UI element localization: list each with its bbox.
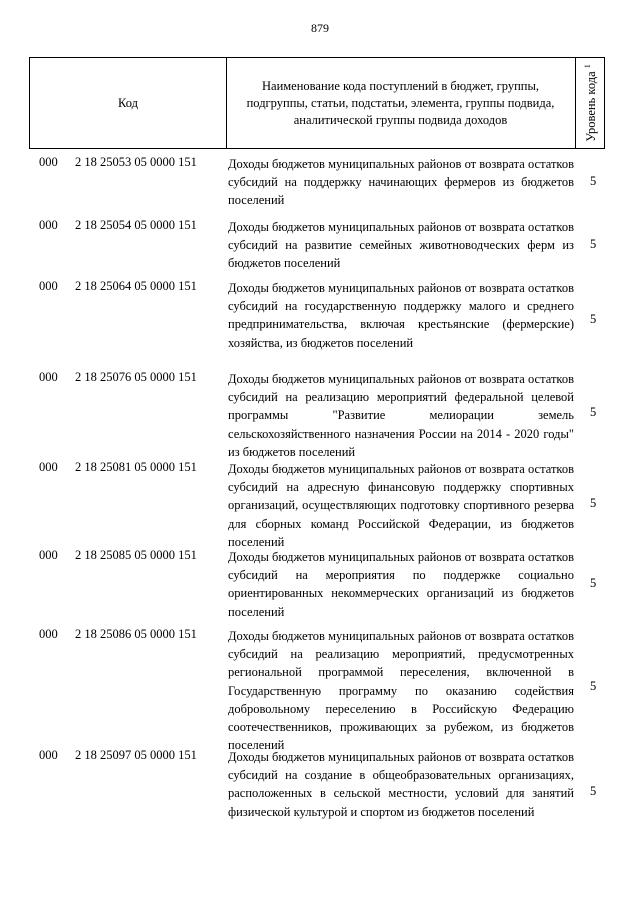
row-name: Доходы бюджетов муниципальных районов от возврата остатков субсидий на реализацию мероприятий, предусмотренных региональной программой переселения, включенной в Государственную программу по оказанию содействия добровольному переселению в Российскую Федерацию соотечественников, проживающих за рубежом, из бюджетов поселений — [228, 629, 574, 753]
row-level: 5 — [590, 496, 597, 510]
row-name: Доходы бюджетов муниципальных районов от возврата остатков субсидий на поддержку начинающих фермеров из бюджетов поселений — [228, 157, 574, 208]
header-level-footnote: 1 — [582, 64, 592, 69]
row-admin-code: 000 — [39, 627, 58, 641]
header-level-label — [582, 64, 598, 142]
row-admin-code: 000 — [39, 279, 58, 293]
row-name: Доходы бюджетов муниципальных районов от возврата остатков субсидий на реализацию мероприятий федеральной целевой программы "Развитие мелиорации земель сельскохозяйственного назначения России на 2014 - 2020 годы" из бюджетов поселений — [228, 372, 574, 459]
row-level: 5 — [590, 784, 597, 798]
row-code: 2 18 25076 05 0000 151 — [75, 370, 197, 384]
row-name: Доходы бюджетов муниципальных районов от возврата остатков субсидий на мероприятия по поддержке социально ориентированных некоммерческих организаций из бюджетов поселений — [228, 550, 574, 619]
header-code: Код — [30, 58, 227, 148]
row-admin-code: 000 — [39, 155, 58, 169]
row-code: 2 18 25053 05 0000 151 — [75, 155, 197, 169]
row-code: 2 18 25085 05 0000 151 — [75, 548, 197, 562]
row-name: Доходы бюджетов муниципальных районов от возврата остатков субсидий на адресную финансовую поддержку спортивных организаций, осуществляющих подготовку спортивного резерва для сборных команд Российской Федерации, из бюджетов поселений — [228, 462, 574, 549]
row-name: Доходы бюджетов муниципальных районов от возврата остатков субсидий на создание в общеобразовательных организациях, расположенных в сельской местности, условий для занятий физической культурой и спортом из бюджетов поселений — [228, 750, 574, 819]
row-name: Доходы бюджетов муниципальных районов от возврата остатков субсидий на государственную поддержку малого и среднего предпринимательства, включая крестьянские (фермерские) хозяйства, из бюджетов поселений — [228, 281, 574, 350]
row-code: 2 18 25086 05 0000 151 — [75, 627, 197, 641]
page-number: 879 — [311, 21, 329, 35]
row-level: 5 — [590, 576, 597, 590]
row-admin-code: 000 — [39, 748, 58, 762]
row-admin-code: 000 — [39, 460, 58, 474]
row-admin-code: 000 — [39, 218, 58, 232]
row-level: 5 — [590, 312, 597, 326]
row-level: 5 — [590, 237, 597, 251]
row-code: 2 18 25064 05 0000 151 — [75, 279, 197, 293]
row-level: 5 — [590, 679, 597, 693]
table-header — [29, 57, 605, 149]
header-name: Наименование кода поступлений в бюджет, группы, подгруппы, статьи, подстатьи, элемента, группы подвида, аналитической группы подвида доходов — [226, 58, 576, 148]
header-level — [576, 58, 605, 148]
row-code: 2 18 25097 05 0000 151 — [75, 748, 197, 762]
row-code: 2 18 25081 05 0000 151 — [75, 460, 197, 474]
row-admin-code: 000 — [39, 370, 58, 384]
row-code: 2 18 25054 05 0000 151 — [75, 218, 197, 232]
row-level: 5 — [590, 174, 597, 188]
row-admin-code: 000 — [39, 548, 58, 562]
row-level: 5 — [590, 405, 597, 419]
row-name: Доходы бюджетов муниципальных районов от возврата остатков субсидий на развитие семейных животноводческих ферм из бюджетов поселений — [228, 220, 574, 271]
header-level-text: Уровень кода — [583, 71, 598, 142]
